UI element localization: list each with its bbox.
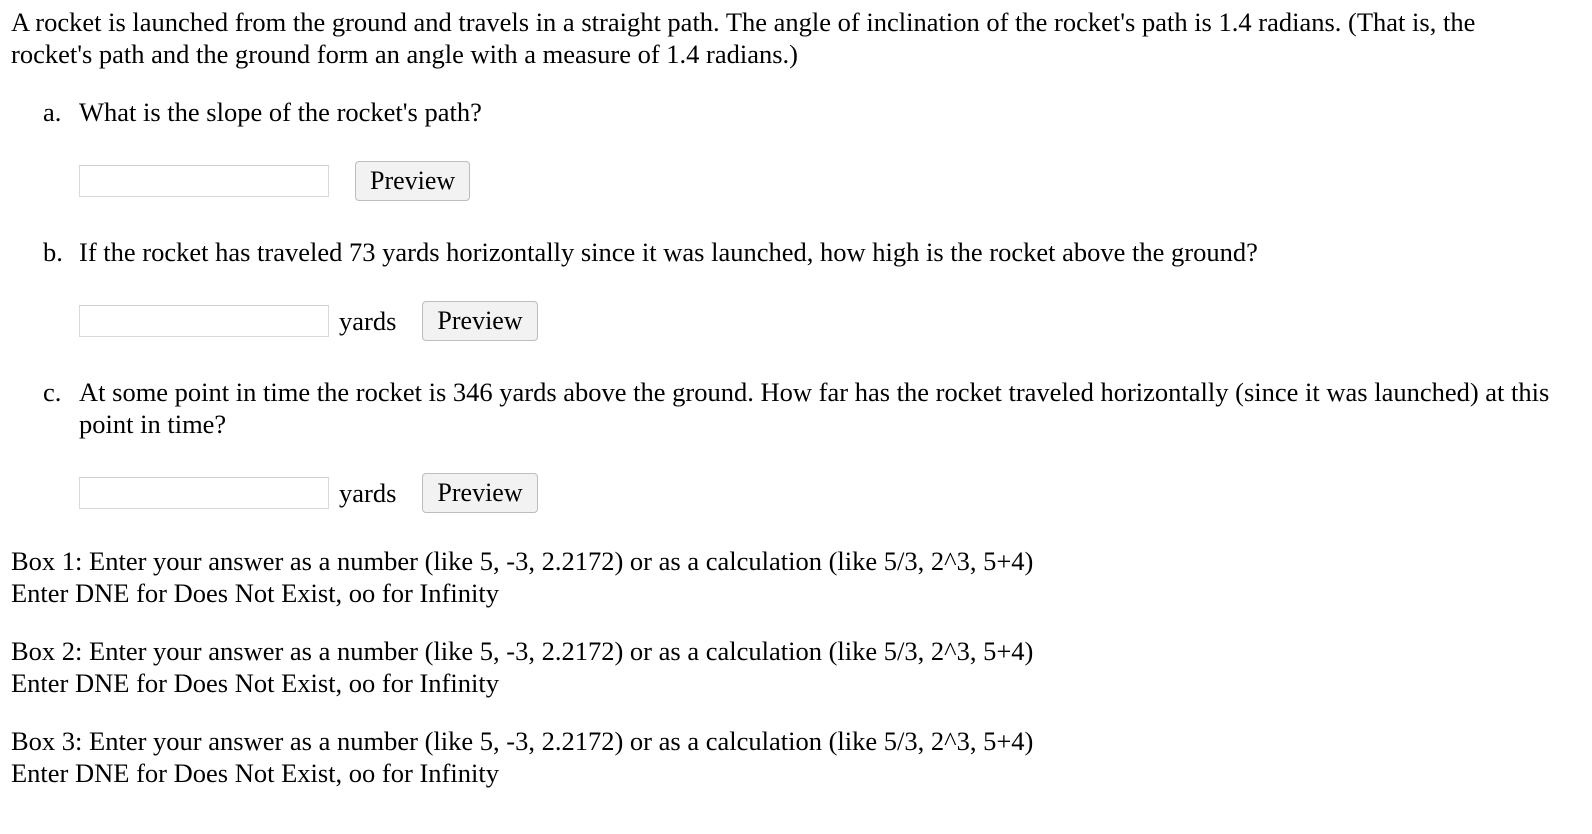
part-c-unit-label: yards: [339, 478, 397, 508]
part-a-letter: a.: [43, 97, 62, 127]
box-1-note-line-2: Enter DNE for Does Not Exist, oo for Infinity: [11, 578, 499, 608]
box-1-note-line-1: Box 1: Enter your answer as a number (like 5, -3, 2.2172) or as a calculation (like 5/3, 2^3, 5+4): [11, 546, 1034, 576]
part-c-answer-row: [79, 473, 1581, 513]
part-b: [11, 236, 1581, 341]
part-a-question: What is the slope of the rocket's path?: [79, 97, 482, 127]
question-parts: [11, 96, 1581, 513]
preview-button-3[interactable]: Preview: [422, 473, 537, 513]
box-2-note-line-1: Box 2: Enter your answer as a number (like 5, -3, 2.2172) or as a calculation (like 5/3, 2^3, 5+4): [11, 636, 1034, 666]
answer-box-1-input[interactable]: [79, 165, 329, 197]
box-3-format-note: [11, 725, 1581, 789]
problem-page: [11, 6, 1581, 815]
part-a-answer-row: [79, 161, 1581, 201]
box-2-format-note: [11, 635, 1581, 699]
answer-box-2-input[interactable]: [79, 305, 329, 337]
part-b-question: If the rocket has traveled 73 yards horizontally since it was launched, how high is the rocket above the ground?: [79, 237, 1258, 267]
box-3-note-line-2: Enter DNE for Does Not Exist, oo for Infinity: [11, 758, 499, 788]
part-b-unit-label: yards: [339, 306, 397, 336]
preview-button-2[interactable]: Preview: [422, 301, 537, 341]
answer-box-3-input[interactable]: [79, 477, 329, 509]
part-b-letter: b.: [43, 237, 63, 267]
box-2-note-line-2: Enter DNE for Does Not Exist, oo for Infinity: [11, 668, 499, 698]
part-a: [11, 96, 1581, 201]
box-1-format-note: [11, 545, 1581, 609]
answer-format-notes: [11, 545, 1581, 789]
problem-intro: A rocket is launched from the ground and travels in a straight path. The angle of inclination of the rocket's path is 1.4 radians. (That is, the rocket's path and the ground form an angle with a measure of 1.4 radians.): [11, 7, 1476, 69]
part-c-question: At some point in time the rocket is 346 yards above the ground. How far has the rocket traveled horizontally (since it was launched) at this point in time?: [79, 377, 1550, 439]
part-b-answer-row: [79, 301, 1581, 341]
box-3-note-line-1: Box 3: Enter your answer as a number (like 5, -3, 2.2172) or as a calculation (like 5/3, 2^3, 5+4): [11, 726, 1034, 756]
preview-button-1[interactable]: Preview: [355, 161, 470, 201]
part-c: [11, 376, 1581, 513]
part-c-letter: c.: [43, 377, 62, 407]
